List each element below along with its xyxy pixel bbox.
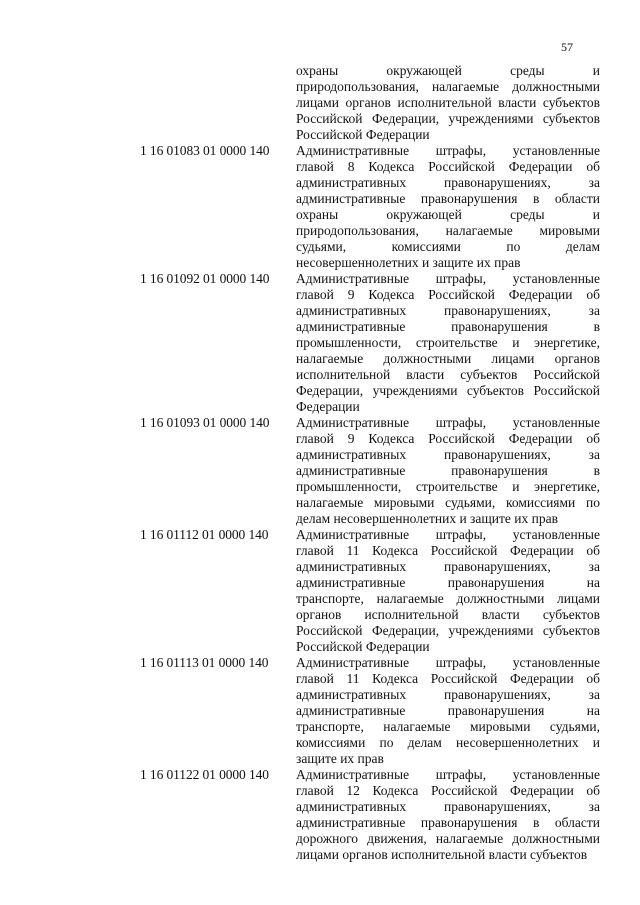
description-line: Административные штрафы, установленные — [296, 767, 600, 782]
description-line: защите их прав — [296, 751, 384, 766]
description-line: Федерации, учреждениями субъектов Российской — [296, 383, 600, 398]
description-line: административные правонарушения в области — [296, 815, 600, 830]
description-line: главой 11 Кодекса Российской Федерации об — [296, 671, 600, 686]
code-row — [0, 767, 640, 863]
description-line: органов исполнительной власти субъектов — [296, 607, 600, 622]
code-row — [0, 143, 640, 271]
description-line: Российской Федерации, учреждениями субъектов — [296, 111, 600, 126]
description-line: исполнительной власти субъектов Российской — [296, 367, 600, 382]
code-row — [0, 271, 640, 415]
budget-code-list — [0, 63, 640, 863]
code-description — [296, 655, 600, 767]
code-description — [296, 527, 600, 655]
description-line: главой 9 Кодекса Российской Федерации об — [296, 431, 600, 446]
code-row — [0, 63, 640, 143]
code-description — [296, 271, 600, 415]
budget-code: 1 16 01092 01 0000 140 — [140, 271, 270, 286]
code-row — [0, 655, 640, 767]
description-line: несовершеннолетних и защите их прав — [296, 255, 521, 270]
description-line: Административные штрафы, установленные — [296, 143, 600, 158]
description-line: Административные штрафы, установленные — [296, 415, 600, 430]
description-line: административные правонарушения в — [296, 319, 600, 334]
description-line: главой 11 Кодекса Российской Федерации об — [296, 543, 600, 558]
description-line: природопользования, налагаемые мировыми — [296, 223, 600, 238]
description-line: транспорте, налагаемые должностными лицами — [296, 591, 600, 606]
description-line: административные правонарушения в области — [296, 191, 600, 206]
code-description — [296, 143, 600, 271]
description-line: лицами органов исполнительной власти субъектов — [296, 847, 588, 862]
description-line: охраны окружающей среды и — [296, 63, 600, 78]
description-line: главой 9 Кодекса Российской Федерации об — [296, 287, 600, 302]
description-line: Административные штрафы, установленные — [296, 655, 600, 670]
budget-code: 1 16 01112 01 0000 140 — [140, 527, 269, 542]
budget-code: 1 16 01083 01 0000 140 — [140, 143, 270, 158]
description-line: административных правонарушениях, за — [296, 799, 600, 814]
description-line: судьями, комиссиями по делам — [296, 239, 600, 254]
description-line: природопользования, налагаемые должностными — [296, 79, 600, 94]
budget-code: 1 16 01122 01 0000 140 — [140, 767, 269, 782]
description-line: комиссиями по делам несовершеннолетних и — [296, 735, 600, 750]
description-line: Российской Федерации, учреждениями субъектов — [296, 623, 600, 638]
description-line: административных правонарушениях, за — [296, 303, 600, 318]
description-line: промышленности, строительстве и энергетике, — [296, 479, 600, 494]
description-line: административных правонарушениях, за — [296, 687, 600, 702]
budget-code: 1 16 01093 01 0000 140 — [140, 415, 270, 430]
description-line: главой 8 Кодекса Российской Федерации об — [296, 159, 600, 174]
description-line: Административные штрафы, установленные — [296, 527, 600, 542]
description-line: административные правонарушения в — [296, 463, 600, 478]
description-line: транспорте, налагаемые мировыми судьями, — [296, 719, 600, 734]
budget-code: 1 16 01113 01 0000 140 — [140, 655, 269, 670]
description-line: налагаемые мировыми судьями, комиссиями по — [296, 495, 600, 510]
description-line: охраны окружающей среды и — [296, 207, 600, 222]
description-line: Административные штрафы, установленные — [296, 271, 600, 286]
description-line: главой 12 Кодекса Российской Федерации об — [296, 783, 600, 798]
description-line: дорожного движения, налагаемые должностными — [296, 831, 600, 846]
description-line: Федерации — [296, 399, 360, 414]
description-line: административные правонарушения на — [296, 703, 600, 718]
description-line: Российской Федерации — [296, 127, 430, 142]
code-description — [296, 63, 600, 143]
code-description — [296, 415, 600, 527]
code-description — [296, 767, 600, 863]
description-line: делам несовершеннолетних и защите их прав — [296, 511, 558, 526]
code-row — [0, 415, 640, 527]
description-line: промышленности, строительстве и энергетике, — [296, 335, 600, 350]
description-line: административных правонарушениях, за — [296, 559, 600, 574]
description-line: административных правонарушениях, за — [296, 175, 600, 190]
code-row — [0, 527, 640, 655]
page-number: 57 — [561, 40, 573, 54]
description-line: административных правонарушениях, за — [296, 447, 600, 462]
description-line: административные правонарушения на — [296, 575, 600, 590]
description-line: лицами органов исполнительной власти субъектов — [296, 95, 600, 110]
description-line: налагаемые должностными лицами органов — [296, 351, 600, 366]
description-line: Российской Федерации — [296, 639, 430, 654]
